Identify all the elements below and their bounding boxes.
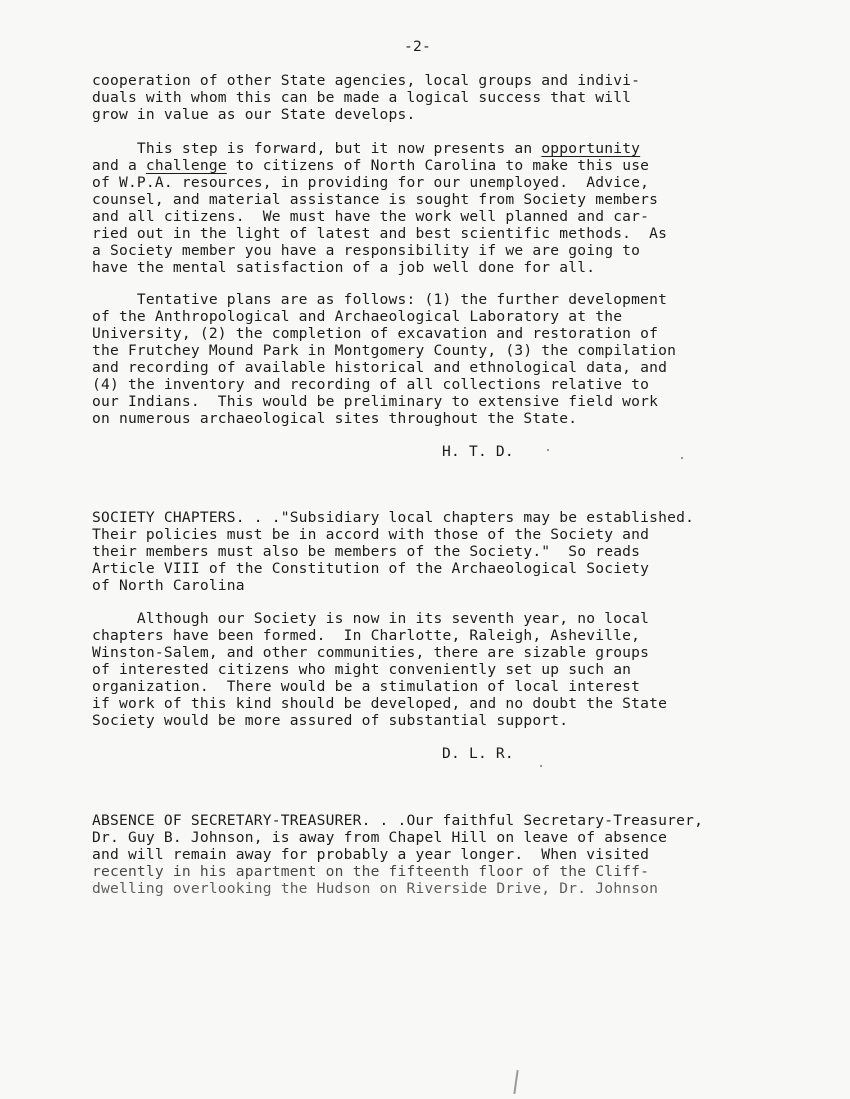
text-line: organization. There would be a stimulation of local interest (92, 678, 641, 695)
text-line (92, 140, 640, 157)
text-line: a Society member you have a responsibility if we are going to (92, 242, 641, 259)
text-line: cooperation of other State agencies, local groups and indivi- (92, 72, 641, 89)
text-line: Winston-Salem, and other communities, there are sizable groups (92, 644, 650, 661)
scan-speck (540, 765, 542, 767)
text-line: our Indians. This would be preliminary to extensive field work (92, 393, 659, 410)
text-line: chapters have been formed. In Charlotte, Raleigh, Asheville, (92, 627, 641, 644)
text-run: to citizens of North Carolina to make this use (226, 157, 650, 174)
text-line: if work of this kind should be developed, and no doubt the State (92, 695, 668, 712)
text-line: Although our Society is now in its seventh year, no local (92, 610, 650, 627)
text-line: counsel, and material assistance is sought from Society members (92, 191, 659, 208)
text-line: of interested citizens who might conveniently set up such an (92, 661, 632, 678)
text-line: recently in his apartment on the fifteenth floor of the Cliff- (92, 863, 650, 880)
text-line: and recording of available historical and ethnological data, and (92, 359, 668, 376)
text-line: Society would be more assured of substantial support. (92, 712, 569, 729)
text-line: of W.P.A. resources, in providing for our unemployed. Advice, (92, 174, 650, 191)
text-line: Their policies must be in accord with those of the Society and (92, 526, 650, 543)
underlined-word: challenge (145, 157, 227, 174)
text-run: This step is forward, but it now presents an (92, 140, 542, 157)
text-line: and will remain away for probably a year longer. When visited (92, 846, 650, 863)
scan-mark (513, 1070, 518, 1094)
initials-signature: H. T. D. (442, 443, 514, 460)
text-line: duals with whom this can be made a logical success that will (92, 89, 632, 106)
text-line: SOCIETY CHAPTERS. . ."Subsidiary local chapters may be established. (92, 509, 695, 526)
text-line: Tentative plans are as follows: (1) the further development (92, 291, 668, 308)
text-line: on numerous archaeological sites throughout the State. (92, 410, 578, 427)
text-line: their members must also be members of the Society." So reads (92, 543, 641, 560)
text-line: Dr. Guy B. Johnson, is away from Chapel Hill on leave of absence (92, 829, 668, 846)
text-line: ried out in the light of latest and best scientific methods. As (92, 225, 668, 242)
underlined-word: opportunity (541, 140, 641, 157)
scan-speck (681, 457, 683, 459)
text-line: of the Anthropological and Archaeological Laboratory at the (92, 308, 623, 325)
text-line (92, 157, 649, 174)
scan-speck (547, 449, 549, 451)
text-line: dwelling overlooking the Hudson on Riverside Drive, Dr. Johnson (92, 880, 659, 897)
text-line: of North Carolina (92, 577, 245, 594)
text-line: have the mental satisfaction of a job well done for all. (92, 259, 596, 276)
text-run: and a (92, 157, 146, 174)
text-line: University, (2) the completion of excavation and restoration of (92, 325, 659, 342)
text-line: and all citizens. We must have the work well planned and car- (92, 208, 650, 225)
text-line: Article VIII of the Constitution of the Archaeological Society (92, 560, 650, 577)
text-line: (4) the inventory and recording of all collections relative to (92, 376, 650, 393)
initials-signature: D. L. R. (442, 745, 514, 762)
page-number: -2- (404, 38, 431, 55)
text-line: ABSENCE OF SECRETARY-TREASURER. . .Our faithful Secretary-Treasurer, (92, 812, 704, 829)
text-line: grow in value as our State develops. (92, 106, 416, 123)
text-line: the Frutchey Mound Park in Montgomery County, (3) the compilation (92, 342, 677, 359)
